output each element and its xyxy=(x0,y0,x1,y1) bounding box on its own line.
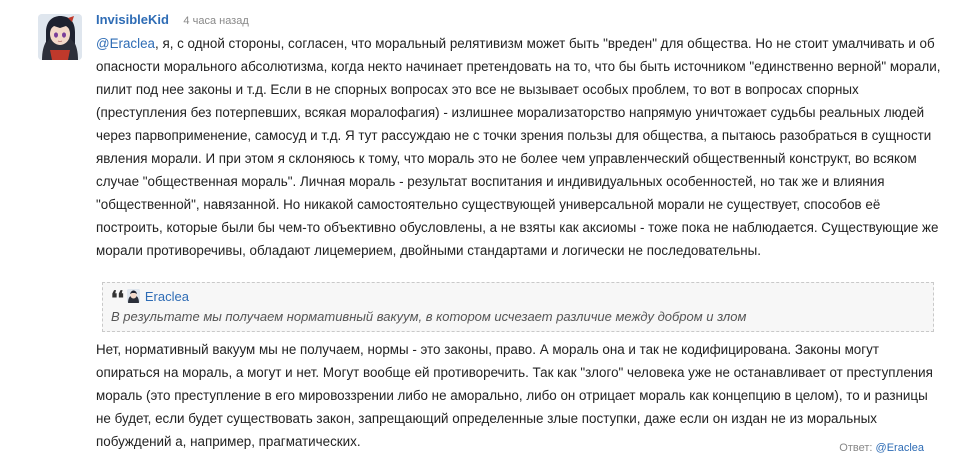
reply-to-label: Ответ: xyxy=(839,442,873,454)
comment-content xyxy=(96,10,944,453)
reply-to xyxy=(839,442,924,454)
quote-text: В результате мы получаем нормативный вакуум, в котором исчезает различие между добром и злом xyxy=(111,309,747,324)
author-link[interactable]: InvisibleKid xyxy=(96,12,169,27)
anime-avatar-icon xyxy=(38,14,82,60)
quote-icon: ❛❛ xyxy=(111,286,124,310)
quote-header xyxy=(111,285,925,310)
mini-anime-avatar-icon xyxy=(127,289,140,303)
quote-block xyxy=(102,282,934,332)
comment-timestamp: 4 часа назад xyxy=(183,15,249,27)
comment-header xyxy=(96,10,944,30)
user-avatar[interactable] xyxy=(38,14,82,60)
quote-author-avatar[interactable] xyxy=(127,289,140,303)
comment-paragraph-2: Нет, нормативный вакуум мы не получаем, нормы - это законы, право. А мораль она и так не кодифицирована. Законы могут опираться на мораль, а могут и нет. Могут вообще ей противоречить. Так как "злого" человека уже не останавливает от преступления мораль (это преступление в его мировоззрении либо не аморально, либо он отрицает мораль как концепцию в целом), то и разницы не будет, если будет существовать закон, запрещающий определенные злые поступки, даже если он издан не из моральных побуждений а, например, прагматических. xyxy=(96,342,933,449)
mention-link[interactable]: @Eraclea xyxy=(96,36,155,51)
comment-paragraph-1: , я, с одной стороны, согласен, что моральный релятивизм может быть "вреден" для общества. Но не стоит умалчивать и об опасности морального абсолютизма, когда некто начинает претендовать на то, что бы быть источником "единственно верной" морали, пилит под нее законы и т.д. Если в не спорных вопросах это все не вызывает особых проблем, то вот в вопросах спорных (преступления без потерпевших, всякая моралофагия) - излишнее морализаторство напрямую уничтожает судьбы реальных людей через парвоприменение, самосуд и т.д. Я тут рассуждаю не с точки зрения пользы для общества, а пытаюсь разобраться в сущности явления морали. И при этом я склоняюсь к тому, что мораль это не более чем управленческий общественный конструкт, во всяком случае "общественная мораль". Личная мораль - результат воспитания и индивидуальных особенностей, но так же и влияния "общественной", навязанной. Но никакой самостоятельно существующей универсальной морали не существует, способов её построить, которые были бы чем-то объективно обусловлены, а не взяты как аксиомы - тоже пока не наблюдается. Существующие же морали противоречивы, обладают лицемерием, двойными стандартами и логически не последовательны. xyxy=(96,36,941,258)
reply-to-user-link[interactable]: @Eraclea xyxy=(875,442,924,454)
comment-text xyxy=(96,32,944,262)
quote-author-link[interactable]: Eraclea xyxy=(144,288,189,304)
